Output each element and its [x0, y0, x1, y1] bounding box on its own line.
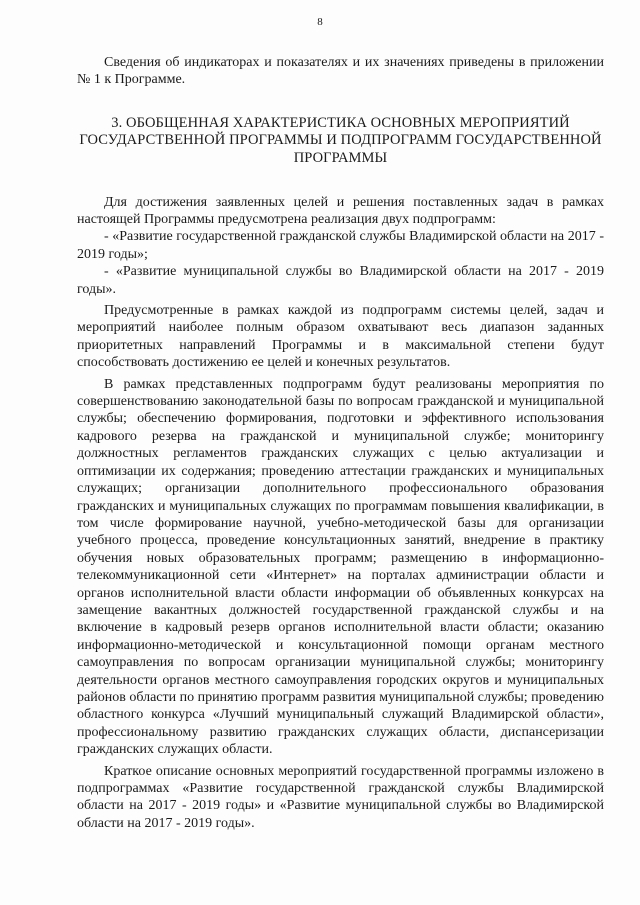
list-item-subprogram-civil-service: - «Развитие государственной гражданской службы Владимирской области на 2017 - 2019 годы»; — [77, 229, 604, 262]
paragraph-goals-coverage: Предусмотренные в рамках каждой из подпрограмм системы целей, задач и мероприятий наиболее полным образом охватывают весь диапазон заданных приоритетных направлений Программы и в максимальной степени будут способствовать достижению ее целей и конечных результатов. — [77, 303, 604, 371]
page-content — [77, 54, 604, 832]
intro-paragraph: Сведения об индикаторах и показателях и их значениях приведены в приложении № 1 к Программе. — [77, 55, 604, 88]
list-item-subprogram-municipal-service: - «Развитие муниципальной службы во Владимирской области на 2017 - 2019 годы». — [77, 264, 604, 297]
section-heading: 3. ОБОБЩЕННАЯ ХАРАКТЕРИСТИКА ОСНОВНЫХ МЕРОПРИЯТИЙ ГОСУДАРСТВЕННОЙ ПРОГРАММЫ И ПОДПРОГРАММ ГОСУДАРСТВЕННОЙ ПРОГРАММЫ — [79, 114, 602, 166]
paragraph-subprograms-intro: Для достижения заявленных целей и решения поставленных задач в рамках настоящей Программы предусмотрена реализация двух подпрограмм: — [77, 194, 604, 227]
page-number: 8 — [317, 16, 323, 28]
paragraph-brief-description: Краткое описание основных мероприятий государственной программы изложено в подпрограммах «Развитие государственной гражданской службы Владимирской области на 2017 - 2019 годы» и «Развитие муниципальной службы во Владимирской области на 2017 - 2019 годы». — [77, 763, 604, 831]
paragraph-measures-list: В рамках представленных подпрограмм будут реализованы мероприятия по совершенствованию законодательной базы по вопросам гражданской и муниципальной службы; обеспечению формирования, подготовки и эффективного использования кадрового резерва на гражданской и муниципальной службе; мониторингу должностных регламентов гражданских служащих с целью актуализации и оптимизации их содержания; проведению аттестации гражданских и муниципальных служащих; организации дополнительного профессионального образования гражданских и муниципальных служащих по программам повышения квалификации, в том числе формирование научной, учебно-методической базы для организации учебного процесса, проведение консультационных занятий, внедрение в практику обучения новых образовательных программ; размещению в информационно-телекоммуникационной сети «Интернет» на порталах администрации области и органов исполнительной власти области информации об объявленных конкурсах на замещение вакантных должностей государственной гражданской службы и на включение в кадровый резерв органов исполнительной власти области; оказанию информационно-методической и консультационной помощи органам местного самоуправления по вопросам организации муниципальной службы; мониторингу деятельности органов местного самоуправления городских округов и муниципальных районов области по принятию программ развития муниципальной службы; проведению областного конкурса «Лучший муниципальный служащий Владимирской области», профессиональному развитию гражданских служащих области, диспансеризации гражданских служащих области. — [77, 376, 604, 758]
